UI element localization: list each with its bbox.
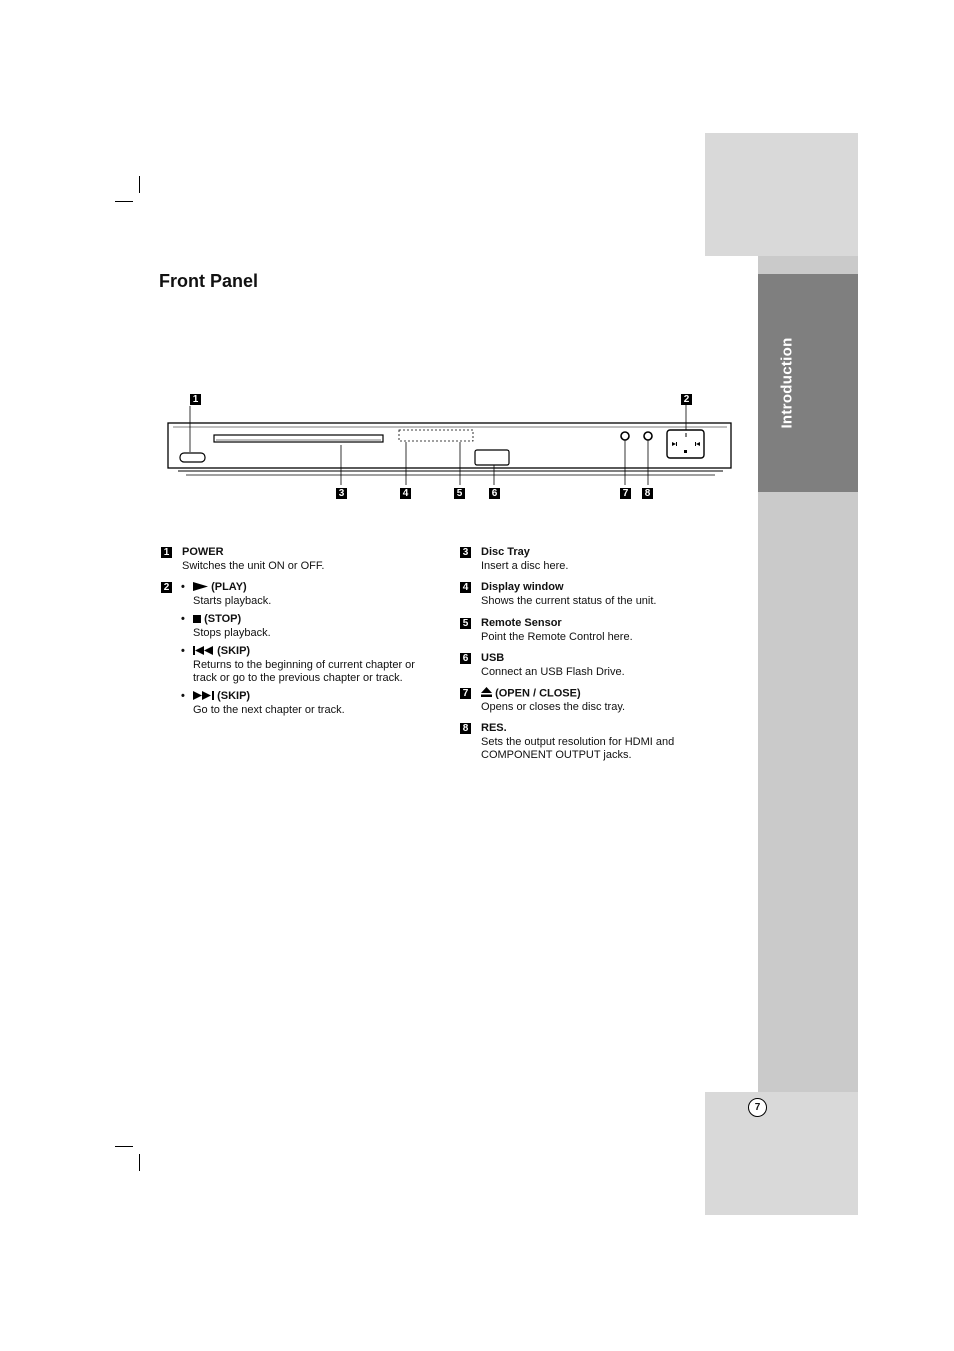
front-panel-illustration <box>150 390 750 510</box>
item-number: 4 <box>460 582 471 593</box>
display-window <box>399 430 473 441</box>
item-disc-tray <box>481 546 741 573</box>
item-heading: RES. <box>481 722 507 734</box>
stop-icon <box>193 615 201 623</box>
skip-previous-icon <box>193 646 214 655</box>
page-number: 7 <box>748 1098 767 1117</box>
play-icon <box>193 582 208 591</box>
open-close-button <box>621 432 629 440</box>
bullet: • <box>181 690 185 702</box>
item-skip-next <box>181 690 443 717</box>
power-button <box>180 453 205 462</box>
callout-4: 4 <box>400 488 411 499</box>
item-heading: Remote Sensor <box>481 617 562 629</box>
callout-1: 1 <box>190 394 201 405</box>
item-description: Switches the unit ON or OFF. <box>182 559 325 572</box>
item-description: Starts playback. <box>193 594 272 607</box>
item-description: Opens or closes the disc tray. <box>481 701 626 713</box>
bullet: • <box>181 613 185 625</box>
callout-6: 6 <box>489 488 500 499</box>
item-number: 5 <box>460 618 471 629</box>
item-description: Insert a disc here. <box>481 559 569 572</box>
eject-icon <box>481 687 492 697</box>
callout-2: 2 <box>681 394 692 405</box>
crop-mark <box>139 176 140 193</box>
item-description: Point the Remote Control here. <box>481 630 633 643</box>
item-number: 6 <box>460 653 471 664</box>
item-heading: (PLAY) <box>211 581 247 593</box>
item-heading: POWER <box>182 546 224 558</box>
side-tab-top <box>705 133 858 256</box>
item-description: track or go to the previous chapter or track. <box>193 672 403 684</box>
item-description: Returns to the beginning of current chapter or <box>193 658 415 671</box>
item-stop <box>181 613 443 640</box>
section-tab <box>758 274 858 492</box>
callout-5: 5 <box>454 488 465 499</box>
section-tab-label: Introduction <box>778 337 796 429</box>
item-display-window <box>481 581 741 608</box>
item-skip-previous <box>181 645 443 686</box>
item-remote-sensor <box>481 617 741 644</box>
item-number: 8 <box>460 723 471 734</box>
bullet: • <box>181 645 185 657</box>
item-description: Shows the current status of the unit. <box>481 594 657 607</box>
skip-next-icon <box>193 691 214 700</box>
item-power <box>182 546 442 573</box>
res-button <box>644 432 652 440</box>
bullet: • <box>181 581 185 593</box>
player-body <box>168 423 731 468</box>
item-description: Sets the output resolution for HDMI and <box>481 735 675 748</box>
callout-7: 7 <box>620 488 631 499</box>
side-tab-bottom <box>705 1092 858 1215</box>
item-number: 7 <box>460 688 471 699</box>
crop-mark <box>115 1146 133 1147</box>
item-heading: (SKIP) <box>217 690 251 702</box>
item-description: COMPONENT OUTPUT jacks. <box>481 749 632 761</box>
item-description: Stops playback. <box>193 626 271 639</box>
item-number: 3 <box>460 547 471 558</box>
item-description: Go to the next chapter or track. <box>193 703 345 716</box>
callout-3: 3 <box>336 488 347 499</box>
disc-tray <box>214 435 383 442</box>
usb-port <box>475 450 509 465</box>
item-number: 2 <box>161 582 172 593</box>
crop-mark <box>139 1154 140 1171</box>
item-heading: Disc Tray <box>481 546 530 558</box>
item-heading: (OPEN / CLOSE) <box>495 687 581 700</box>
item-play <box>181 581 443 608</box>
item-number: 1 <box>161 547 172 558</box>
crop-mark <box>115 201 133 202</box>
item-usb <box>481 652 741 679</box>
item-res <box>481 722 741 763</box>
item-open-close <box>481 687 741 715</box>
item-heading: USB <box>481 652 505 664</box>
item-heading: (STOP) <box>204 613 242 625</box>
item-heading: Display window <box>481 581 564 593</box>
item-heading: (SKIP) <box>217 645 251 657</box>
item-description: Connect an USB Flash Drive. <box>481 665 625 678</box>
page-title: Front Panel <box>159 271 259 291</box>
callout-8: 8 <box>642 488 653 499</box>
